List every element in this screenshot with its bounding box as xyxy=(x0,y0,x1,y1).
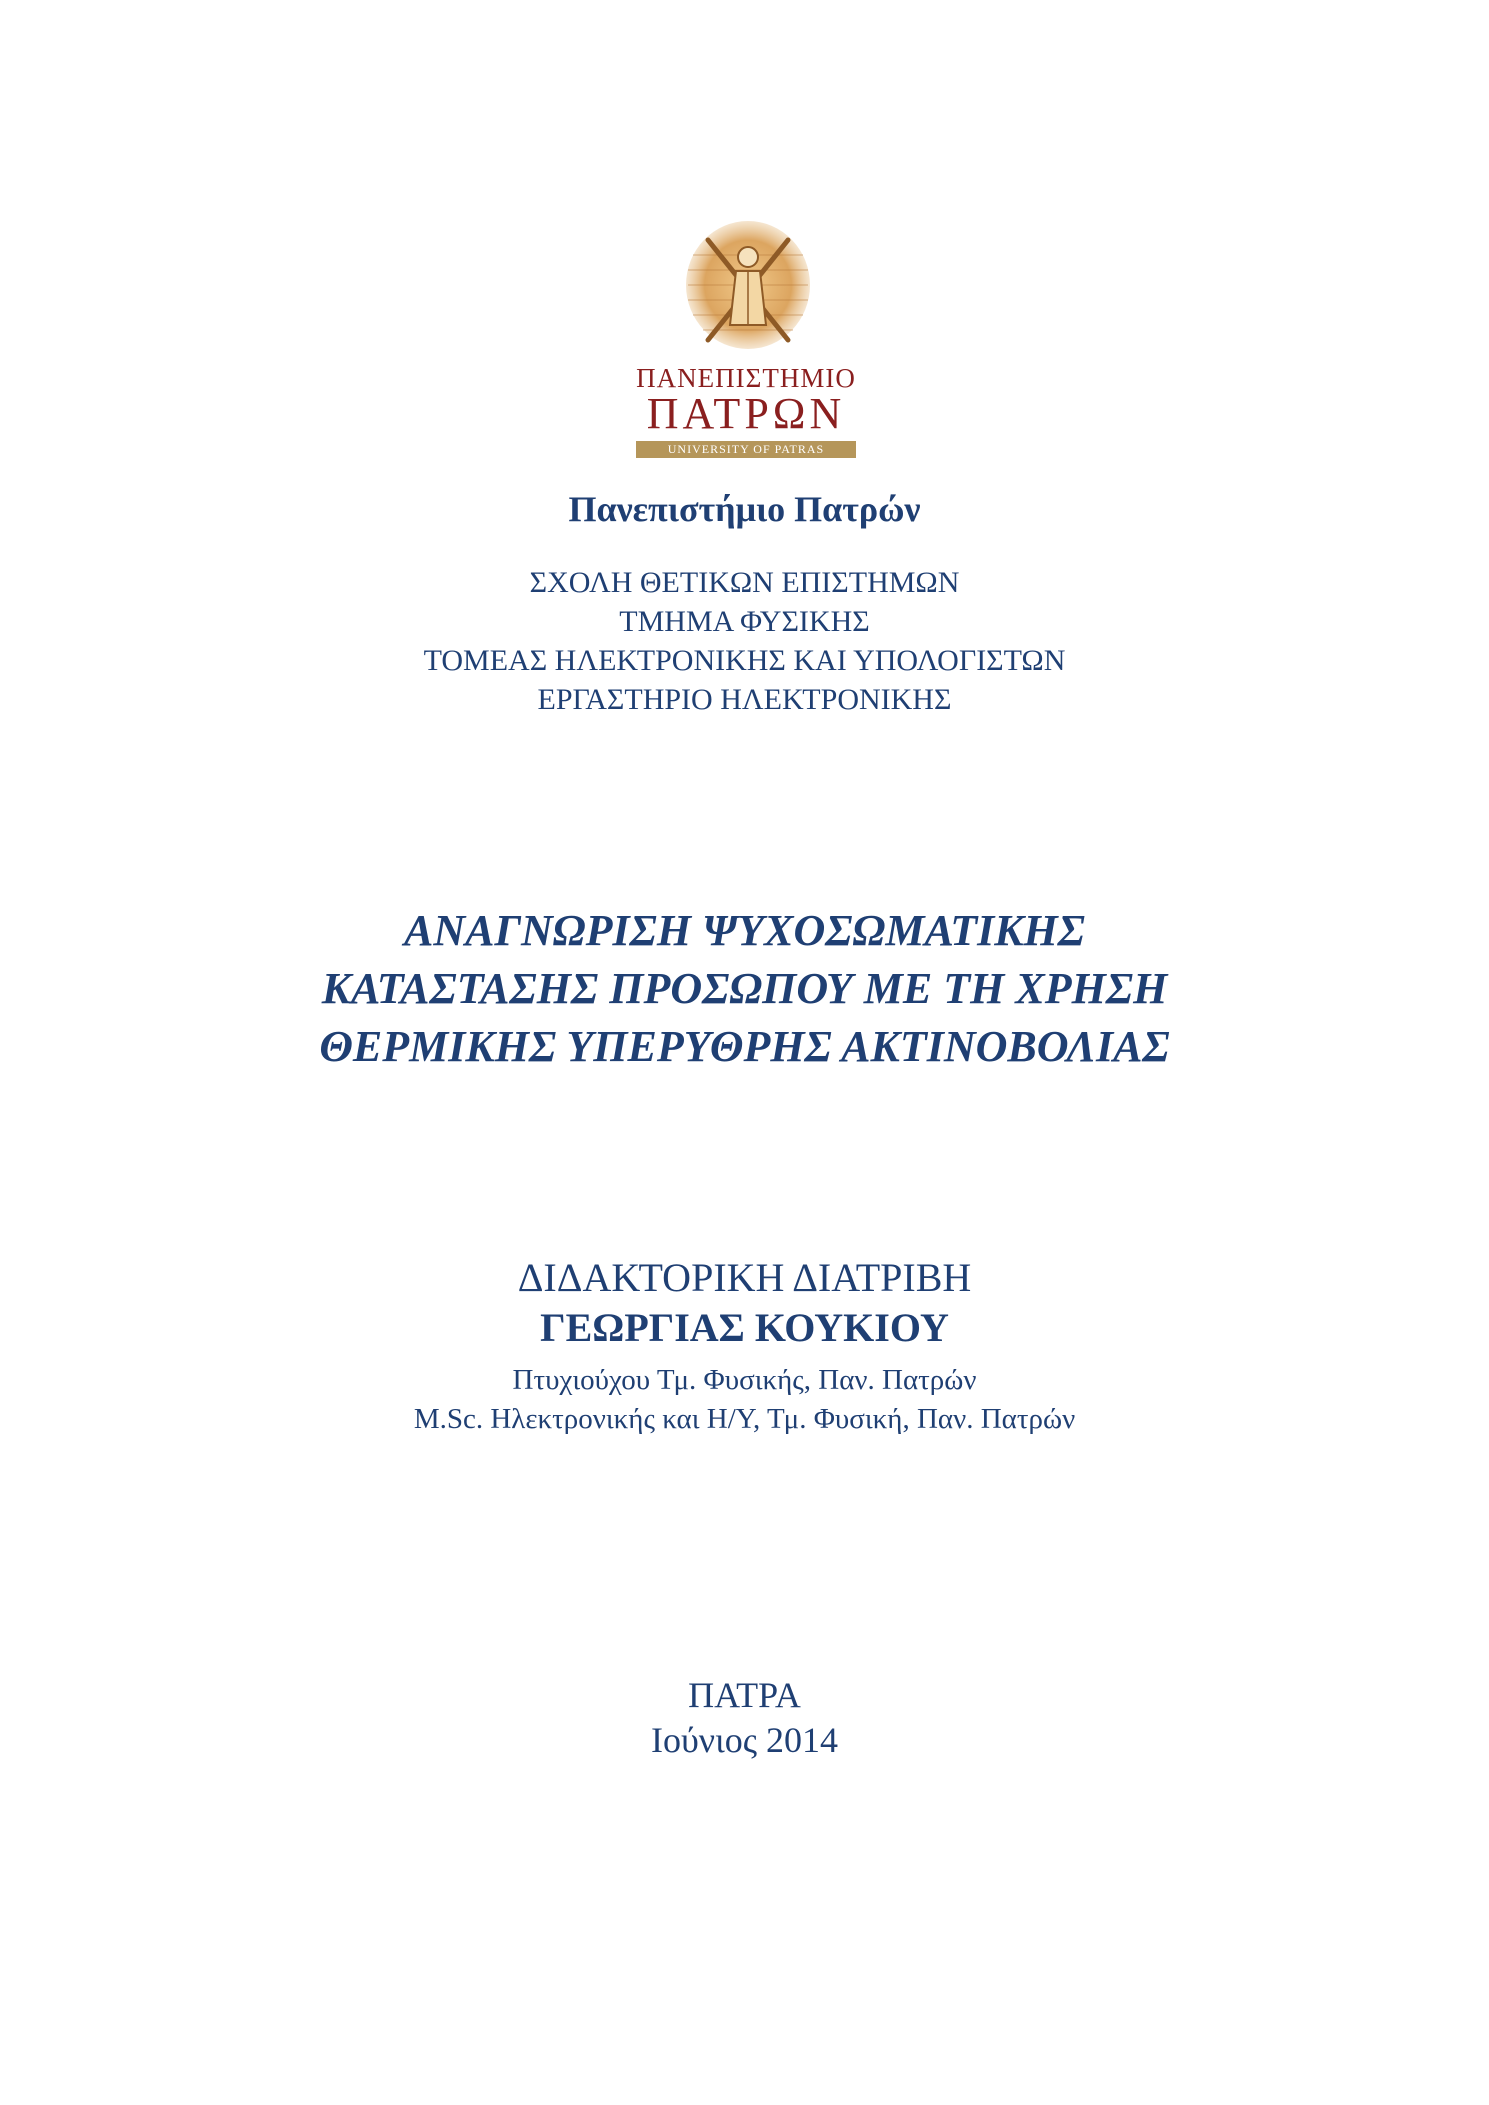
department-name: ΤΜΗΜΑ ΦΥΣΙΚΗΣ xyxy=(619,605,870,638)
title-line: ΚΑΤΑΣΤΑΣΗΣ ΠΡΟΣΩΠΟΥ ΜΕ ΤΗ ΧΡΗΣΗ xyxy=(321,964,1168,1013)
qualification-line: Πτυχιούχου Τμ. Φυσικής, Παν. Πατρών xyxy=(512,1364,977,1396)
title-line: ΑΝΑΓΝΩΡΙΣΗ ΨΥΧΟΣΩΜΑΤΙΚΗΣ xyxy=(403,906,1086,955)
university-seal-icon xyxy=(678,215,818,355)
author-qualifications xyxy=(0,1361,1489,1439)
sector-name: ΤΟΜΕΑΣ ΗΛΕΚΤΡΟΝΙΚΗΣ ΚΑΙ ΥΠΟΛΟΓΙΣΤΩΝ xyxy=(423,644,1066,677)
logo-band-text: UNIVERSITY OF PATRAS xyxy=(636,441,856,458)
thesis-type: ΔΙΔΑΚΤΟΡΙΚΗ ΔΙΑΤΡΙΒΗ xyxy=(517,1255,972,1300)
title-line: ΘΕΡΜΙΚΗΣ ΥΠΕΡΥΘΡΗΣ ΑΚΤΙΝΟΒΟΛΙΑΣ xyxy=(319,1022,1170,1071)
logo-text-university: ΠΑΝΕΠΙΣΤΗΜΙΟ xyxy=(636,363,856,393)
laboratory-name: ΕΡΓΑΣΤΗΡΙΟ ΗΛΕΚΤΡΟΝΙΚΗΣ xyxy=(537,683,952,716)
university-logo xyxy=(636,215,856,455)
qualification-line: M.Sc. Ηλεκτρονικής και Η/Υ, Τμ. Φυσική, Παν. Πατρών xyxy=(413,1403,1076,1435)
school-name: ΣΧΟΛΗ ΘΕΤΙΚΩΝ ΕΠΙΣΤΗΜΩΝ xyxy=(529,566,960,599)
author-name: ΓΕΩΡΓΙΑΣ ΚΟΥΚΙΟΥ xyxy=(540,1305,949,1350)
thesis-title xyxy=(0,902,1489,1076)
department-block xyxy=(0,563,1489,719)
university-name: Πανεπιστήμιο Πατρών xyxy=(568,489,921,529)
date: Ιούνιος 2014 xyxy=(650,1720,839,1760)
logo-text-patras: ΠΑΤΡΩΝ xyxy=(646,389,846,438)
city: ΠΑΤΡΑ xyxy=(688,1675,801,1715)
